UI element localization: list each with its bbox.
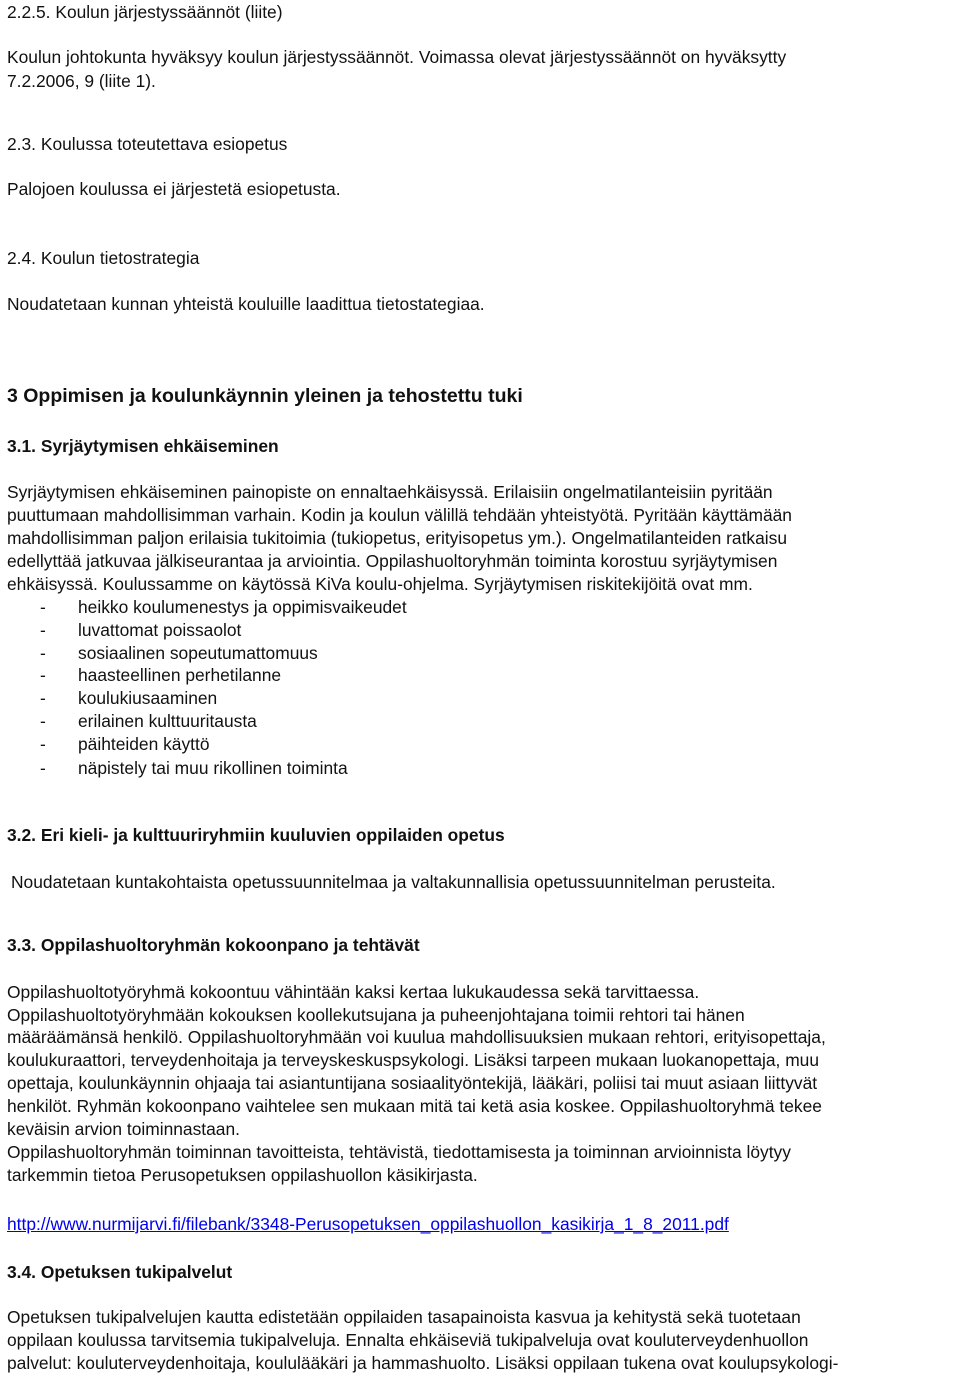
- paragraph-line: 7.2.2006, 9 (liite 1).: [7, 71, 156, 91]
- paragraph-line: mahdollisimman paljon erilaisia tukitoimia (tukiopetus, erityisopetus ym.). Ongelmatilanteiden ratkaisu: [7, 528, 788, 548]
- list-dash: -: [40, 643, 46, 663]
- section-heading-3-2: 3.2. Eri kieli- ja kulttuuriryhmiin kuuluvien oppilaiden opetus: [7, 825, 505, 845]
- paragraph-line: oppilaan koulussa tarvitsemia tukipalveluja. Ennalta ehkäiseviä tukipalveluja ovat kouluterveydenhuollon: [7, 1330, 809, 1350]
- list-item-text: heikko koulumenestys ja oppimisvaikeudet: [78, 597, 407, 617]
- paragraph-line: Oppilashuoltoryhmän toiminnan tavoitteista, tehtävistä, tiedottamisesta ja toiminnan arvioinnista löytyy: [7, 1142, 791, 1162]
- paragraph-line: Noudatetaan kuntakohtaista opetussuunnitelmaa ja valtakunnallisia opetussuunnitelman perusteita.: [11, 872, 776, 892]
- list-dash: -: [40, 758, 46, 778]
- section-heading-3-1: 3.1. Syrjäytymisen ehkäiseminen: [7, 436, 279, 456]
- list-item-text: sosiaalinen sopeutumattomuus: [78, 643, 318, 663]
- paragraph-line: Syrjäytymisen ehkäiseminen painopiste on ennaltaehkäisyssä. Erilaisiin ongelmatilanteisiin pyritään: [7, 482, 773, 502]
- section-heading-3-4: 3.4. Opetuksen tukipalvelut: [7, 1262, 233, 1282]
- paragraph-line: Koulun johtokunta hyväksyy koulun järjestyssäännöt. Voimassa olevat järjestyssäännöt on hyväksytty: [7, 47, 787, 67]
- paragraph-line: Palojoen koulussa ei järjestetä esiopetusta.: [7, 179, 341, 199]
- list-dash: -: [40, 711, 46, 731]
- list-item-text: koulukiusaaminen: [78, 688, 218, 708]
- paragraph-line: määräämänsä henkilö. Oppilashuoltoryhmään voi kuulua mahdollisuuksien mukaan rehtori, erityisopettaja,: [7, 1027, 826, 1047]
- list-dash: -: [40, 665, 46, 685]
- paragraph-line: ehkäisyssä. Koulussamme on käytössä KiVa koulu-ohjelma. Syrjäytymisen riskitekijöitä ovat mm.: [7, 574, 753, 594]
- list-item-text: luvattomat poissaolot: [78, 620, 242, 640]
- list-dash: -: [40, 688, 46, 708]
- paragraph-line: Opetuksen tukipalvelujen kautta edistetään oppilaiden tasapainoista kasvua ja kehitystä sekä tuotetaan: [7, 1307, 801, 1327]
- list-dash: -: [40, 734, 46, 754]
- paragraph-line: Noudatetaan kunnan yhteistä kouluille laadittua tietostategiaa.: [7, 294, 485, 314]
- list-dash: -: [40, 597, 46, 617]
- paragraph-line: palvelut: kouluterveydenhoitaja, koululääkäri ja hammashuolto. Lisäksi oppilaan tukena ovat koulupsykologi-: [7, 1353, 839, 1373]
- list-dash: -: [40, 620, 46, 640]
- paragraph-line: Oppilashuoltotyöryhmään kokouksen koollekutsujana ja puheenjohtajana toimii rehtori tai hänen: [7, 1005, 745, 1025]
- section-heading-3-3: 3.3. Oppilashuoltoryhmän kokoonpano ja tehtävät: [7, 935, 420, 955]
- section-heading-2-2-5: 2.2.5. Koulun järjestyssäännöt (liite): [7, 2, 283, 22]
- paragraph-line: henkilöt. Ryhmän kokoonpano vaihtelee sen mukaan mitä tai ketä asia koskee. Oppilashuoltoryhmä tekee: [7, 1096, 822, 1116]
- paragraph-line: opettaja, koulunkäynnin ohjaaja tai asiantuntijana sosiaalityöntekijä, lääkäri, poliisi tai muut asiaan liittyvät: [7, 1073, 818, 1093]
- list-item-text: haasteellinen perhetilanne: [78, 665, 282, 685]
- list-item-text: päihteiden käyttö: [78, 734, 210, 754]
- section-heading-2-4: 2.4. Koulun tietostrategia: [7, 248, 200, 268]
- paragraph-line: edellyttää jatkuvaa jälkiseurantaa ja arviointia. Oppilashuoltoryhmän toiminta korostuu syrjäytymisen: [7, 551, 778, 571]
- paragraph-line: tarkemmin tietoa Perusopetuksen oppilashuollon käsikirjasta.: [7, 1165, 478, 1185]
- handbook-link-line: [7, 1213, 729, 1235]
- paragraph-line: keväisin arvion toiminnastaan.: [7, 1119, 240, 1139]
- paragraph-line: puuttumaan mahdollisimman varhain. Kodin ja koulun välillä tehdään yhteistyötä. Pyritään käyttämään: [7, 505, 792, 525]
- section-heading-2-3: 2.3. Koulussa toteutettava esiopetus: [7, 134, 288, 154]
- paragraph-line: koulukuraattori, terveydenhoitaja ja terveyskeskuspsykologi. Lisäksi tarpeen mukaan luokanopettaja, muu: [7, 1050, 820, 1070]
- handbook-link[interactable]: http://www.nurmijarvi.fi/filebank/3348-Perusopetuksen_oppilashuollon_kasikirja_1_8_2011.pdf: [7, 1214, 729, 1234]
- list-item-text: näpistely tai muu rikollinen toiminta: [78, 758, 348, 778]
- paragraph-line: Oppilashuoltotyöryhmä kokoontuu vähintään kaksi kertaa lukukaudessa sekä tarvittaessa.: [7, 982, 700, 1002]
- list-item-text: erilainen kulttuuritausta: [78, 711, 257, 731]
- chapter-heading-3: 3 Oppimisen ja koulunkäynnin yleinen ja tehostettu tuki: [7, 385, 523, 407]
